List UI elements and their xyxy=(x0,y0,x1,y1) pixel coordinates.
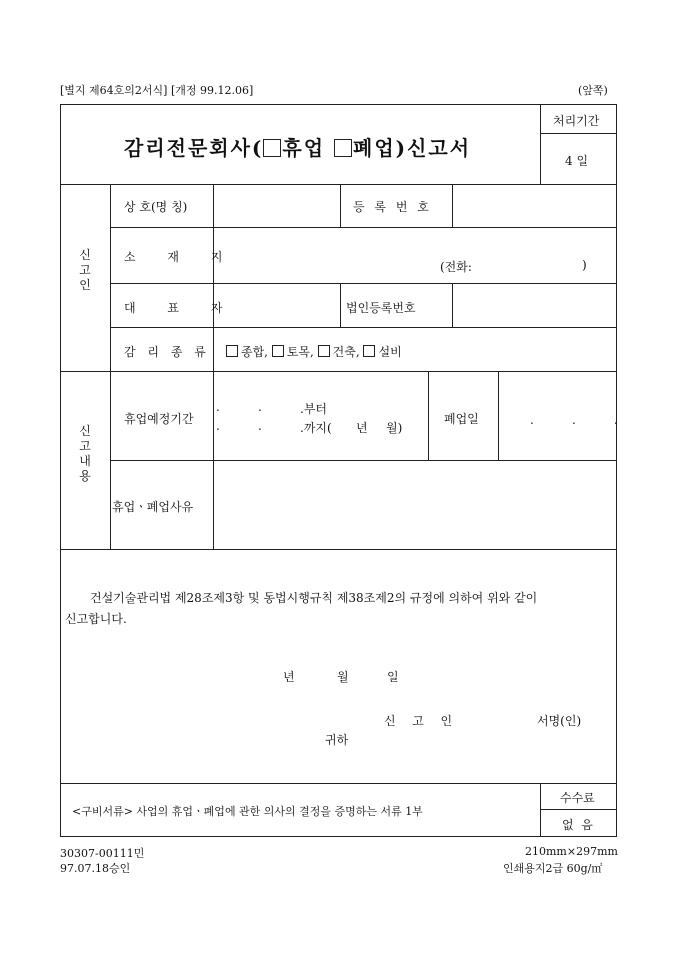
reason-field[interactable] xyxy=(216,462,614,547)
page-side-label: (앞쪽) xyxy=(578,84,608,97)
closure-checkbox[interactable] xyxy=(334,139,352,157)
closure-date-label: 폐업일 xyxy=(444,412,479,426)
representative-label: 대 표 자 xyxy=(124,301,237,315)
reason-label: 휴업ㆍ폐업사유 xyxy=(112,500,194,514)
section-label-divider xyxy=(110,184,111,549)
report-row-line xyxy=(110,460,617,461)
corp-no-divider-a xyxy=(340,283,341,327)
company-name-field[interactable] xyxy=(216,186,338,225)
corp-reg-no-label: 법인등록번호 xyxy=(346,301,416,315)
title-option-closure: 폐업 xyxy=(353,136,396,160)
field-label-divider xyxy=(213,184,214,549)
declaration-text-line1: 건설기술관리법 제28조제3항 및 동법시행규칙 제38조제2의 규정에 의하여 위와 같이 xyxy=(90,591,538,605)
title-suffix: )신고서 xyxy=(395,136,472,160)
fee-label: 수수료 xyxy=(560,791,595,805)
suspension-checkbox[interactable] xyxy=(263,139,281,157)
company-name-label: 상 호(명 칭) xyxy=(124,200,188,214)
processing-period-value: 4 일 xyxy=(565,154,589,168)
corp-no-divider-b xyxy=(452,283,453,327)
general-checkbox[interactable] xyxy=(226,345,238,357)
processing-divider xyxy=(540,104,541,184)
period-from-dots: . . xyxy=(216,400,262,414)
address-field[interactable] xyxy=(216,229,614,281)
required-documents: <구비서류> 사업의 휴업ㆍ폐업에 관한 의사의 결정을 증명하는 서류 1부 xyxy=(72,805,423,818)
reg-no-divider-a xyxy=(340,184,341,227)
supervision-type-label: 감 리 종 류 xyxy=(124,345,210,359)
form-code: 30307-00111민 xyxy=(60,847,145,860)
registration-no-label: 등 록 번 호 xyxy=(353,200,432,214)
reporter-row2-line xyxy=(110,283,617,284)
fee-divider xyxy=(540,783,541,837)
reporter-section-label: 신 고 인 xyxy=(79,248,91,292)
representative-field[interactable] xyxy=(216,285,338,325)
period-to-suffix: .까지( xyxy=(300,421,332,435)
date-year-label: 년 xyxy=(283,670,295,684)
address-label: 소 재 지 xyxy=(124,250,237,264)
processing-row-line xyxy=(540,133,617,134)
registration-no-field[interactable] xyxy=(455,186,615,225)
suspension-period-label: 휴업예정기간 xyxy=(124,412,194,426)
facilities-checkbox[interactable] xyxy=(363,345,375,357)
closure-date-divider-b xyxy=(498,371,499,460)
date-day-label: 일 xyxy=(387,670,399,684)
closure-date-dots: . . . xyxy=(530,413,618,427)
title-bottom-line xyxy=(60,184,617,185)
report-bottom-line xyxy=(60,549,617,550)
sign-seal-label: 서명(인) xyxy=(537,714,582,728)
footer-box-top-line xyxy=(60,783,617,784)
paper-spec: 인쇄용지2급 60g/㎡ xyxy=(503,862,603,875)
period-month-label: 월) xyxy=(386,421,403,435)
form-reference: [별지 제64호의2서식] [개정 99.12.06] xyxy=(60,84,254,97)
title-option-suspension: 휴업 xyxy=(282,136,326,160)
supervision-type-architecture: 건축, xyxy=(332,345,360,359)
signer-label: 신 고 인 xyxy=(384,714,456,728)
supervision-type-general: 종합, xyxy=(241,345,268,359)
paper-size: 210mm×297mm xyxy=(525,845,618,858)
civil-checkbox[interactable] xyxy=(272,345,284,357)
closure-date-divider-a xyxy=(428,371,429,460)
period-to-dots: . . xyxy=(216,419,262,433)
date-month-label: 월 xyxy=(337,670,349,684)
phone-close: ) xyxy=(582,258,587,272)
phone-label: (전화: xyxy=(440,260,472,274)
reporter-bottom-line xyxy=(60,371,617,372)
processing-period-label: 처리기간 xyxy=(553,114,600,128)
fee-row-line xyxy=(540,809,617,810)
reg-no-divider-b xyxy=(452,184,453,227)
fee-value: 없 음 xyxy=(562,818,593,832)
form-title xyxy=(124,132,471,161)
supervision-type-options xyxy=(226,343,402,360)
title-prefix: 감리전문회사( xyxy=(124,136,264,160)
supervision-type-civil: 토목, xyxy=(286,345,314,359)
period-from-suffix: .부터 xyxy=(300,402,327,416)
approval-date: 97.07.18승인 xyxy=(60,862,131,875)
declaration-text-line2: 신고합니다. xyxy=(65,612,127,626)
addressee-label: 귀하 xyxy=(325,733,349,747)
architecture-checkbox[interactable] xyxy=(318,345,330,357)
report-section-label: 신 고 내 용 xyxy=(79,424,91,483)
period-year-label: 년 xyxy=(356,421,368,435)
corp-reg-no-field[interactable] xyxy=(455,285,615,325)
reporter-row1-line xyxy=(110,227,617,228)
reporter-row3-line xyxy=(110,327,617,328)
supervision-type-facilities: 설비 xyxy=(378,345,402,359)
